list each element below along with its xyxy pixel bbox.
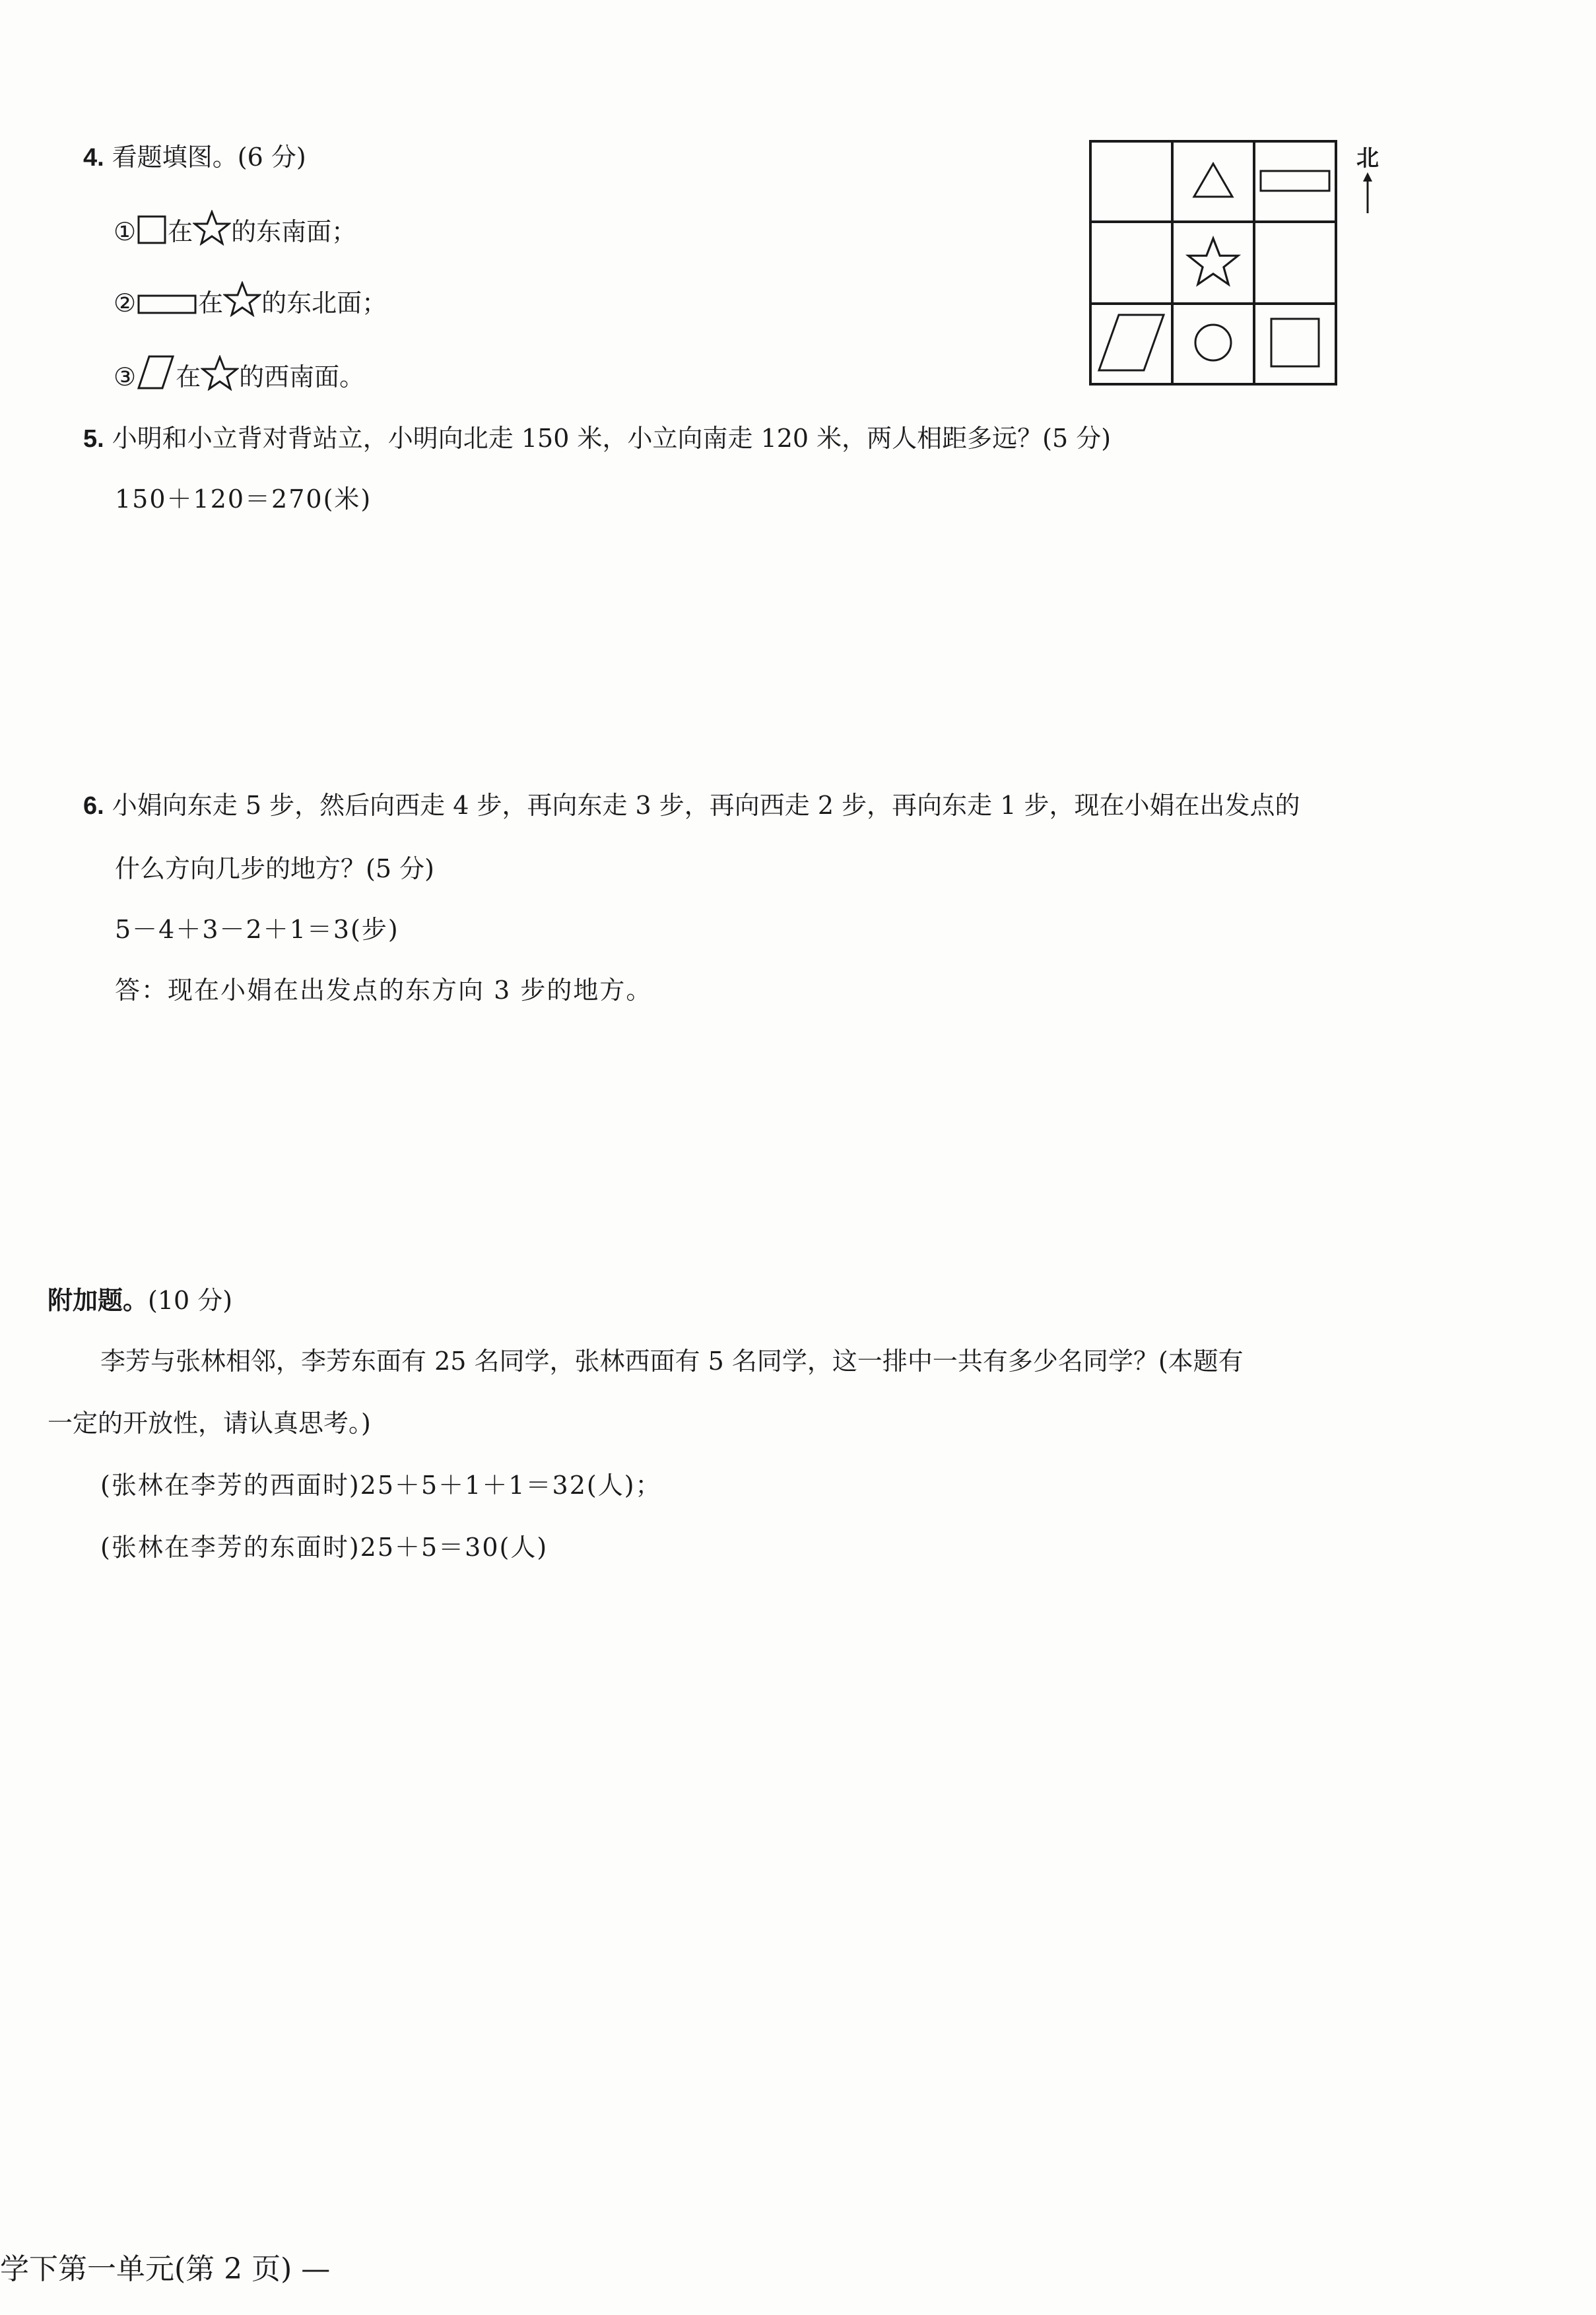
q6-answer-line2: 答：现在小娟在出发点的东方向 3 步的地方。 [115,976,653,1005]
bonus-answer-line2: (张林在李芳的东面时)25＋5＝30(人) [100,1533,549,1562]
grid-cell-star [1174,223,1253,302]
north-arrow-icon [1361,172,1374,215]
bonus-points: (10 分) [148,1286,233,1315]
q4-number: 4. [83,144,104,172]
q4-title: 看题填图。(6 分) [112,143,306,172]
rectangle-blank-icon [136,290,198,325]
star-icon [1185,235,1241,290]
circle-icon [1192,321,1234,366]
bonus-answer-line1: (张林在李芳的西面时)25＋5＋1＋1＝32(人)； [100,1471,662,1500]
q6-text-line2: 什么方向几步的地方？(5 分) [115,854,434,883]
q5-text: 小明和小立背对背站立，小明向北走 150 米，小立向南走 120 米，两人相距多远？(5 分) [112,424,1112,453]
star-icon [193,210,231,254]
grid-cell-circle [1174,305,1253,383]
grid-cell-rectangle [1255,143,1335,220]
q4-item3-marker: ③ [114,362,137,391]
page-footer: 学下第一单元(第 2 页) — [0,2252,331,2286]
q5-question [83,421,1111,456]
q6-number: 6. [83,792,104,820]
rectangle-icon [1258,166,1332,197]
q5-answer: 150＋120＝270(米) [115,485,372,514]
square-blank-icon [136,214,168,254]
north-indicator [1354,140,1381,220]
q6-question-line1 [83,788,1300,823]
q4-item2-end: 的东北面； [261,288,387,318]
q4-item2-mid: 在 [198,288,224,318]
parallelogram-blank-icon [136,354,176,399]
bonus-text-line1: 李芳与张林相邻，李芳东面有 25 名同学，张林西面有 5 名同学，这一排中一共有多少名同学？(本题有 [100,1347,1244,1376]
q4-item-1 [114,210,356,254]
q4-item-2 [114,281,387,325]
direction-grid [1089,140,1337,386]
q6-text-line1: 小娟向东走 5 步，然后向西走 4 步，再向东走 3 步，再向西走 2 步，再向东走 1 步，现在小娟在出发点的 [112,791,1300,820]
q4-item3-end: 的西南面。 [239,362,365,391]
q4-item1-marker: ① [114,217,137,246]
q4-heading [83,140,306,175]
bonus-title: 附加题。 [48,1285,149,1315]
grid-cell-triangle [1174,143,1253,220]
q4-item1-mid: 在 [168,217,193,246]
bonus-text-line2: 一定的开放性，请认真思考。) [48,1409,371,1438]
q4-item2-marker: ② [114,288,137,318]
bonus-heading [48,1283,232,1318]
grid-cell-parallelogram [1092,305,1171,383]
star-icon [223,281,261,325]
parallelogram-icon [1096,311,1166,377]
q4-item-3 [114,354,364,399]
grid-cell-square [1255,305,1335,383]
triangle-icon [1190,160,1236,203]
q6-answer-line1: 5－4＋3－2＋1＝3(步) [115,915,399,944]
north-label: 北 [1356,145,1379,172]
star-icon [201,355,239,399]
q4-item3-mid: 在 [176,362,201,391]
q5-number: 5. [83,425,104,453]
square-icon [1269,316,1321,372]
q4-item1-end: 的东南面； [231,217,357,246]
